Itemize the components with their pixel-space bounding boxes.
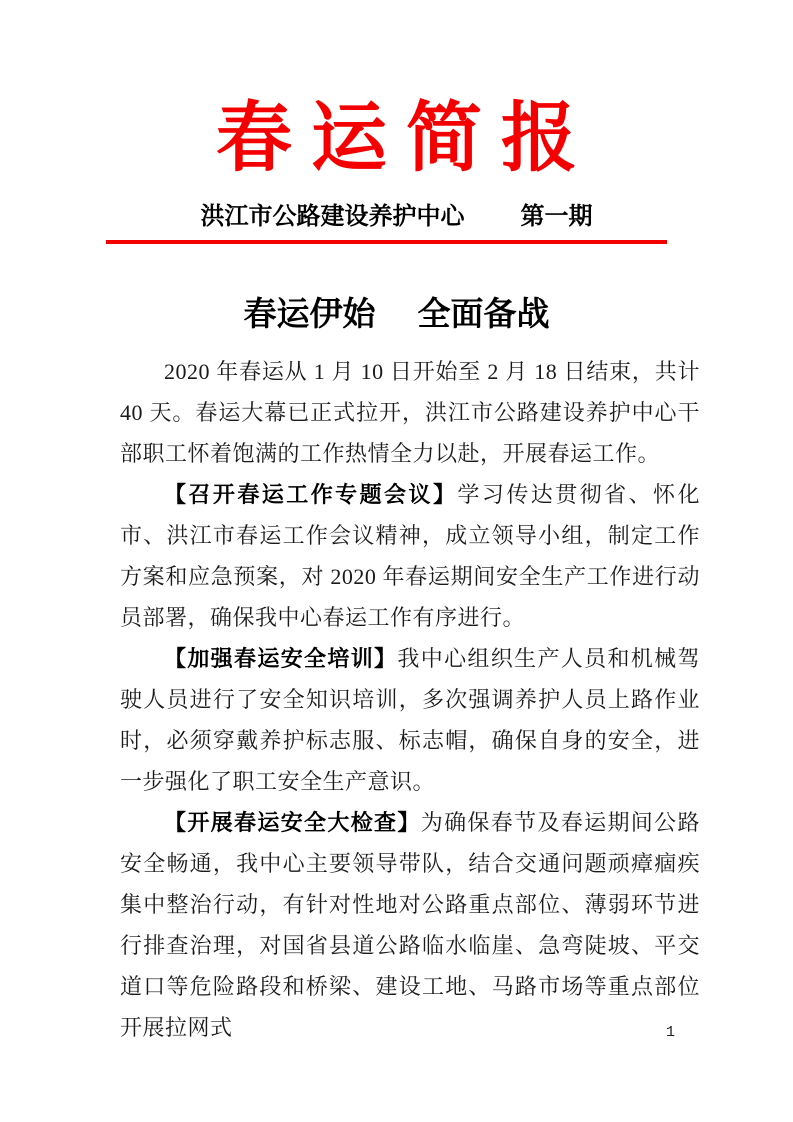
paragraph-training bbox=[120, 638, 700, 802]
issue-number: 第一期 bbox=[520, 204, 593, 230]
paragraph-text: 2020 年春运从 1 月 10 日开始至 2 月 18 日结束，共计 40 天。春运大幕已正式拉开，洪江市公路建设养护中心干部职工怀着饱满的工作热情全力以赴，开展春运工作。 bbox=[120, 359, 700, 466]
paragraph-intro bbox=[120, 351, 700, 474]
paragraph-meeting bbox=[120, 474, 700, 638]
paragraph-text: 学习传达贯彻省、怀化市、洪江市春运工作会议精神，成立领导小组，制定工作方案和应急预案，对 2020 年春运期间安全生产工作进行动员部署，确保我中心春运工作有序进行。 bbox=[120, 482, 700, 630]
masthead bbox=[0, 0, 793, 244]
bulletin-title: 春 运 简 报 bbox=[216, 97, 577, 181]
page-number: 1 bbox=[665, 1024, 675, 1041]
organization-name: 洪江市公路建设养护中心 bbox=[200, 204, 465, 230]
paragraph-container bbox=[120, 351, 700, 1048]
paragraph-text: 为确保春节及春运期间公路安全畅通，我中心主要领导带队，结合交通问题顽瘴痼疾集中整治行动，有针对性地对公路重点部位、薄弱环节进行排查治理，对国省县道公路临水临崖、急弯陡坡、平交道口等危险路段和桥梁、建设工地、马路市场等重点部位开展拉网式 bbox=[120, 810, 700, 1040]
paragraph-inspection bbox=[120, 802, 700, 1048]
paragraph-lead: 【加强春运安全培训】 bbox=[164, 646, 398, 671]
article-title-right: 全面备战 bbox=[417, 297, 550, 333]
article-title-left: 春运伊始 bbox=[243, 297, 376, 333]
article-body bbox=[0, 294, 793, 1048]
masthead-subtitle bbox=[0, 202, 793, 232]
masthead-divider bbox=[106, 240, 667, 244]
article-title bbox=[0, 294, 793, 336]
paragraph-lead: 【开展春运安全大检查】 bbox=[164, 810, 421, 835]
paragraph-text: 我中心组织生产人员和机械驾驶人员进行了安全知识培训，多次强调养护人员上路作业时，必须穿戴养护标志服、标志帽，确保自身的安全，进一步强化了职工安全生产意识。 bbox=[120, 646, 700, 794]
paragraph-lead: 【召开春运工作专题会议】 bbox=[164, 482, 458, 507]
